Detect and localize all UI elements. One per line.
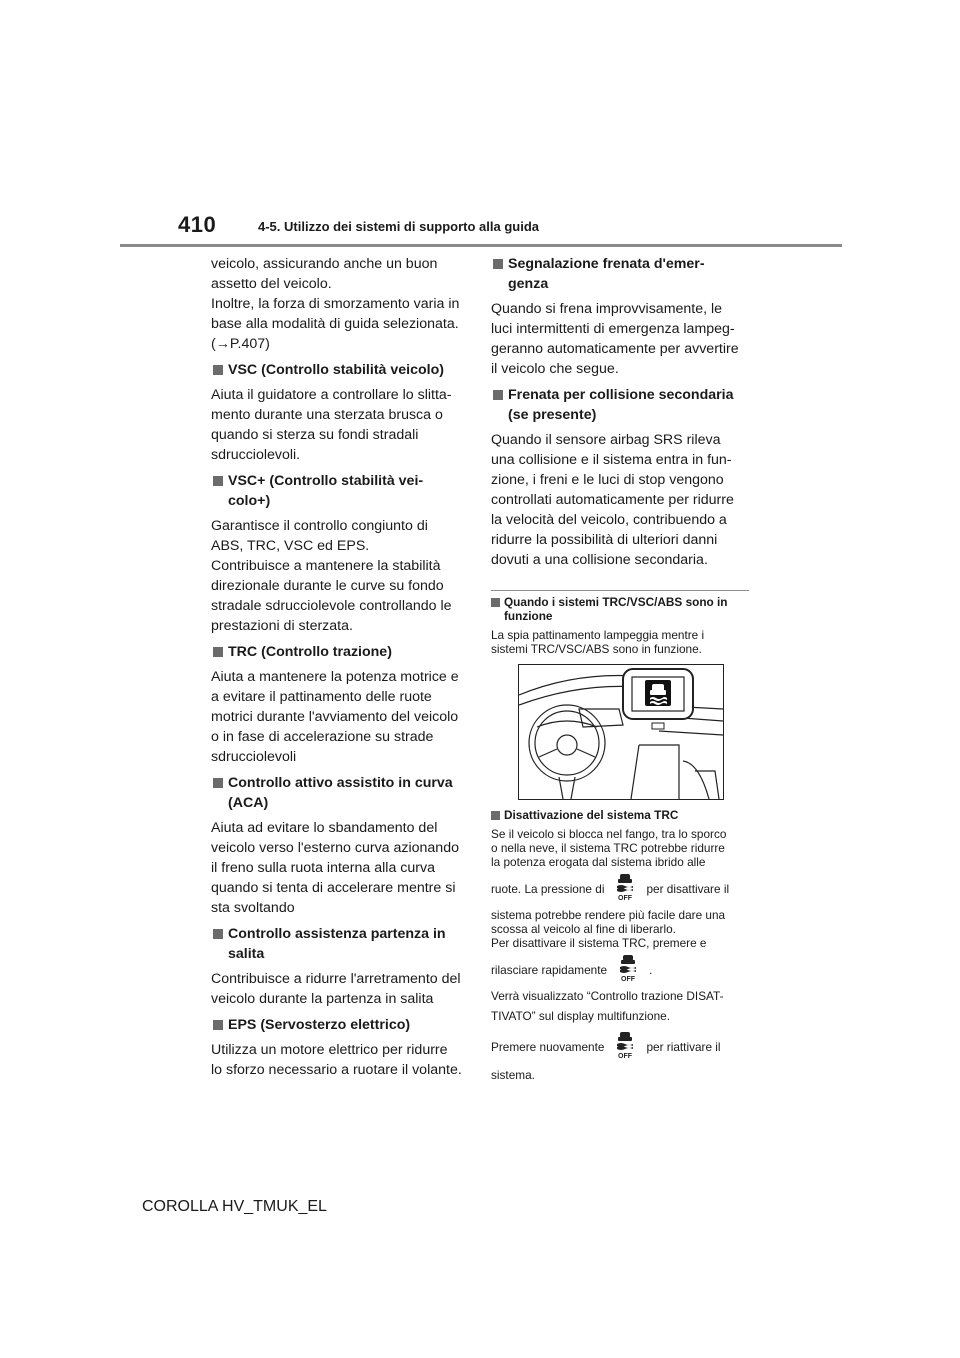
svg-text:OFF: OFF (621, 976, 636, 982)
paragraph-eps: Utilizza un motore elettrico per ridurre lo sforzo necessario a ruotare il volante. (211, 1042, 462, 1078)
page-reference-link[interactable]: (→P.407) (211, 336, 270, 352)
note-paragraph-display-message: Verrà visualizzato “Controllo trazione DISAT- TIVATO” sul display multifunzione. (491, 989, 724, 1023)
bullet-square-icon (491, 254, 508, 294)
paragraph-emergency-brake-signal: Quando si frena improvvisamente, le luci intermittenti di emergenza lampeg- geranno automaticamente per avvertire il veicolo che segue. (491, 301, 739, 377)
vsc-off-button-icon[interactable] (614, 1031, 636, 1062)
vsc-off-button-icon[interactable] (617, 954, 639, 985)
vsc-off-button-icon[interactable] (614, 873, 636, 904)
paragraph-vsc: Aiuta il guidatore a controllare lo slitta- mento durante una sterzata brusca o quando si sterza su fondi stradali sdrucciolevoli. (211, 387, 452, 463)
paragraph-vsc-plus: Garantisce il controllo congiunto di ABS, TRC, VSC ed EPS. Contribuisce a mantenere la stabilità direzionale durante le curve su fondo stradale sdrucciolevole controllando le prestazioni di sterzata. (211, 518, 452, 634)
instruction-row-reactivate: Premere nuovamente OFF per riattivare il (491, 1031, 749, 1062)
note-paragraph-end: sistema. (491, 1068, 535, 1082)
paragraph-aca: Aiuta ad evitare lo sbandamento del veicolo verso l'esterno curva azionando il freno sulla ruota interna alla curva quando si tenta di accelerare mentre si sta svoltando (211, 820, 459, 916)
note-heading-systems-active: Quando i sistemi TRC/VSC/ABS sono in funzione (491, 595, 749, 623)
bullet-square-icon (211, 924, 228, 964)
svg-text:OFF: OFF (618, 1053, 633, 1059)
note-paragraph-trc-off: Se il veicolo si blocca nel fango, tra lo sporco o nella neve, il sistema TRC potrebbe ridurre la potenza erogata dal sistema ibrido alle (491, 827, 727, 869)
header-divider (120, 244, 842, 247)
intro-paragraph: veicolo, assicurando anche un buon assetto del veicolo. Inoltre, la forza di smorzamento varia in base alla modalità di guida selezionata. (→P.407) (211, 254, 469, 354)
page-number: 410 (178, 212, 217, 237)
footer-model-code: COROLLA HV_TMUK_EL (142, 1198, 327, 1215)
bullet-square-icon (491, 385, 508, 425)
heading-trc: TRC (Controllo trazione) (211, 642, 469, 662)
note-paragraph-trc-off-2: sistema potrebbe rendere più facile dare una scossa al veicolo al fine di liberarlo. Per disattivare il sistema TRC, premere e (491, 908, 726, 950)
heading-hill-start: Controllo assistenza partenza in salita (211, 924, 469, 964)
paragraph-secondary-collision-brake: Quando il sensore airbag SRS rileva una collisione e il sistema entra in fun- zione, i freni e le luci di stop vengono controllati automaticamente per ridurre la velocità del veicolo, contribuendo a ridurre la possibilità di ulteriori danni dovuti a una collisione secondaria. (491, 432, 734, 568)
instruction-row-release: rilasciare rapidamente OFF . (491, 954, 749, 985)
section-title: 4-5. Utilizzo dei sistemi di supporto alla guida (258, 219, 539, 234)
bullet-square-icon (211, 1015, 228, 1035)
heading-emergency-brake-signal: Segnalazione frenata d'emer- genza (491, 254, 749, 294)
paragraph-hill-start: Contribuisce a ridurre l'arretramento del veicolo durante la partenza in salita (211, 971, 461, 1007)
bullet-square-icon (211, 360, 228, 380)
dashboard-drawing (519, 665, 723, 799)
heading-eps: EPS (Servosterzo elettrico) (211, 1015, 469, 1035)
left-column (211, 254, 469, 1086)
note-divider (491, 590, 749, 591)
right-column (491, 254, 749, 1086)
heading-aca: Controllo attivo assistito in curva (ACA) (211, 773, 469, 813)
heading-secondary-collision-brake: Frenata per collisione secondaria (se presente) (491, 385, 749, 425)
bullet-square-icon (211, 642, 228, 662)
note-heading-trc-off: Disattivazione del sistema TRC (491, 808, 749, 822)
bullet-square-icon (211, 471, 228, 511)
paragraph-trc: Aiuta a mantenere la potenza motrice e a evitare il pattinamento delle ruote motrici durante l'avviamento del veicolo o in fase di accelerazione su strade sdrucciolevoli (211, 669, 459, 765)
heading-vsc-plus: VSC+ (Controllo stabilità vei- colo+) (211, 471, 469, 511)
instruction-row-press: ruote. La pressione di OFF per disattivare il (491, 873, 749, 904)
dashboard-illustration (518, 664, 724, 800)
heading-vsc: VSC (Controllo stabilità veicolo) (211, 360, 469, 380)
bullet-square-icon (491, 808, 504, 822)
bullet-square-icon (211, 773, 228, 813)
svg-text:OFF: OFF (618, 895, 633, 901)
bullet-square-icon (491, 595, 504, 623)
note-paragraph-systems-active: La spia pattinamento lampeggia mentre i sistemi TRC/VSC/ABS sono in funzione. (491, 628, 705, 656)
